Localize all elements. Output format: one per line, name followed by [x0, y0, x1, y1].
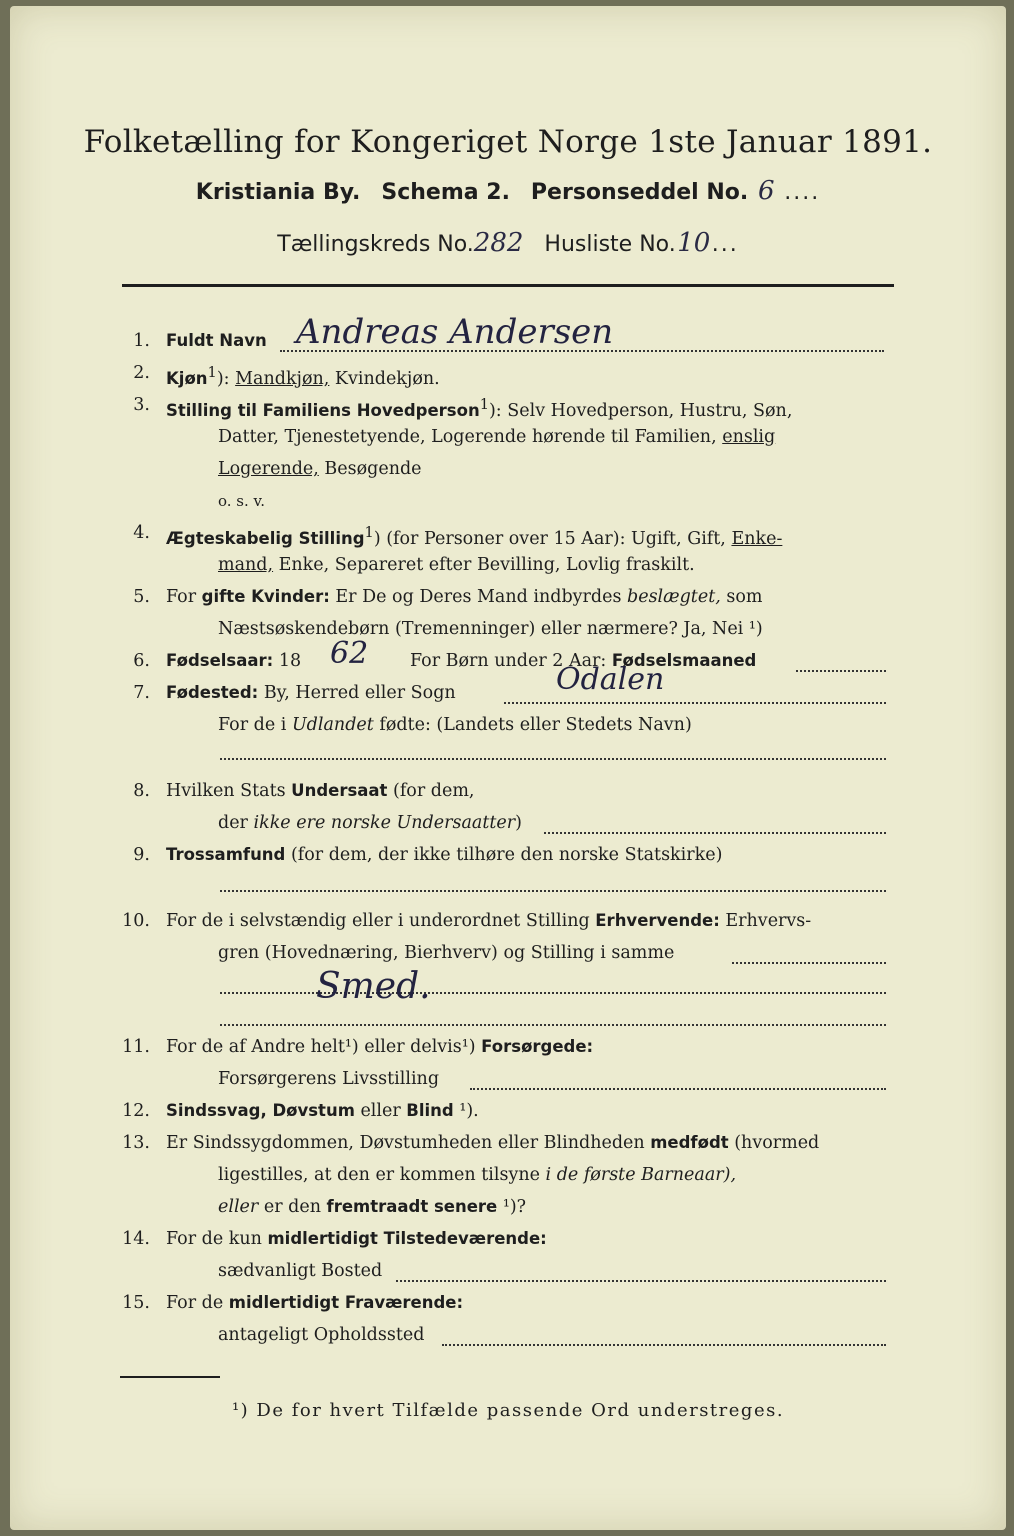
- sex-label: Kjøn: [166, 368, 208, 388]
- census-form: Folketælling for Kongeriget Norge 1ste Januar 1891. Kristiania By. Schema 2. Personseddel No. 6 .... Tællingskreds No.282 Husliste No.10... 1. Fuldt Navn Andreas Andersen 2. Kjøn$^1$): Mandkjøn, Kvindekjøn. 3. Stilling til Familiens Hovedperson$^1$): Selv Hovedperson, Hustru, Søn, Datter, Tjenestetyende, Logerende hørende til Familien, enslig Logerende, Besøgende o. s. v. 4. Ægteskabelig Stilling$^1$) (for Personer over 15 Aar): Ugift, Gift, Enke- mand, Enke, Separeret efter Bevilling, Lovlig fraskilt. 5. For gifte Kvinder: Er De og Deres Mand indbyrdes beslægtet, som Næstsøskendebørn (Tremenninger) eller nærmere? Ja, Nei ¹) 6. Fødselsaar: 18 For Børn under 2 Aar: Fødselsmaaned 62 7. Fødested: By, Herred eller Sogn Odalen For de i Udlandet fødte: (Landets eller Stedets Navn) 8. Hvilken Stats Undersaat (for dem, der ikke ere norske Undersaatter) 9. Trossamfund (for dem, der ikke tilhøre den norske Statskirke) 10. For de i selvstændig eller i underordnet Stilling Erhvervende: Erhvervs- gren (Hovednæring, Bierhverv) og Stilling i samme Smed. 11. For de af Andre helt¹) eller delvis¹) Forsørgede: Forsørgerens Livsstilling 12. Sindssvag, Døvstum eller Blind ¹). 13. Er Sindssygdommen, Døvstumheden eller Blindheden medfødt (hvormed ligestilles, at den er kommen tilsyne i de første Barneaar), eller er den fremtraadt senere ¹)? 14. For de kun midlertidigt Tilstedeværende: sædvanligt Bosted 15. For de midlertidigt Fraværende: antageligt Opholdssted ¹) De for hvert Tilfælde passende Ord understreges.: [10, 6, 1006, 1530]
- item-4-line-2: mand, Enke, Separeret efter Bevilling, Lovlig fraskilt.: [218, 555, 695, 575]
- temporary-absent-label: midlertidigt Fraværende:: [228, 1293, 464, 1312]
- form-title: Folketælling for Kongeriget Norge 1ste Januar 1891.: [83, 124, 933, 160]
- husliste-number: 10: [677, 228, 711, 258]
- probable-residence-dotted-line: [442, 1344, 886, 1346]
- item-13-line-2: ligestilles, at den er kommen tilsyne i de første Barneaar),: [218, 1165, 737, 1185]
- religion-dotted-line: [220, 890, 886, 892]
- husliste-label: Husliste No.: [544, 232, 676, 257]
- item-14-line-2: sædvanligt Bosted: [218, 1261, 383, 1281]
- disability-label: Sindssvag, Døvstum: [166, 1101, 355, 1120]
- item-3-line-3: Logerende, Besøgende: [218, 459, 422, 479]
- item-5-line-2: Næstsøskendebørn (Tremenninger) eller nærmere? Ja, Nei ¹): [218, 619, 763, 639]
- occupation-dotted-line-1: [732, 962, 886, 964]
- citizenship-dotted-line: [544, 832, 886, 834]
- item-13-line-3: eller er den fremtraadt senere ¹)?: [218, 1197, 527, 1217]
- item-8-line-2: der ikke ere norske Undersaatter): [218, 813, 522, 833]
- header-rule: [122, 284, 894, 287]
- schema-line: Kristiania By. Schema 2. Personseddel No. 6 ....: [195, 176, 821, 206]
- usual-residence-dotted-line: [396, 1280, 886, 1282]
- occupation-label: Erhvervende:: [595, 911, 720, 930]
- abroad-birthplace-dotted-line: [220, 758, 886, 760]
- item-10-line-2: gren (Hovednæring, Bierhverv) og Stilling i samme: [218, 943, 675, 963]
- kreds-line: Tællingskreds No.282 Husliste No.10...: [277, 228, 739, 258]
- kreds-label: Tællingskreds No.: [277, 232, 474, 257]
- footnote: ¹) De for hvert Tilfælde passende Ord understreges.: [231, 1400, 785, 1421]
- item-3-line-2: Datter, Tjenestetyende, Logerende hørende til Familien, enslig: [218, 427, 776, 447]
- item-7-line-2: For de i Udlandet fødte: (Landets eller Stedets Navn): [218, 715, 692, 735]
- birth-month-label: Fødselsmaaned: [611, 651, 757, 670]
- item-11-line-2: Forsørgerens Livsstilling: [218, 1069, 440, 1089]
- congenital-label: medfødt: [650, 1133, 729, 1152]
- full-name-label: Fuldt Navn: [166, 331, 267, 350]
- position-selected-enslig: enslig: [722, 427, 776, 447]
- city-label: Kristiania By.: [195, 180, 361, 205]
- birthplace-dotted-line: [504, 702, 886, 704]
- occupation-dotted-line-3: [220, 1024, 886, 1026]
- schema-label: Schema 2.: [381, 180, 510, 205]
- personseddel-number: 6: [757, 176, 775, 206]
- full-name-value: Andreas Andersen: [296, 312, 614, 352]
- position-selected-logerende: Logerende,: [218, 459, 319, 479]
- birth-year-label: Fødselsaar:: [166, 651, 274, 670]
- citizenship-label: Undersaat: [291, 781, 388, 800]
- item-15-line-2: antageligt Opholdssted: [218, 1325, 425, 1345]
- married-women-label: gifte Kvinder:: [201, 587, 330, 606]
- birth-month-dotted-line: [796, 670, 886, 672]
- sex-option-male: Mandkjøn,: [235, 368, 330, 389]
- temporary-present-label: midlertidigt Tilstedeværende:: [267, 1229, 547, 1248]
- sex-option-female: Kvindekjøn.: [329, 368, 440, 389]
- marital-selected: Enke-: [731, 528, 783, 549]
- occupation-value: Smed.: [316, 966, 431, 1007]
- birth-year-value: 62: [330, 636, 369, 671]
- birthplace-label: Fødested:: [166, 683, 259, 702]
- supporter-dotted-line: [470, 1088, 886, 1090]
- supported-label: Forsørgede:: [481, 1037, 594, 1056]
- birthplace-value: Odalen: [556, 662, 665, 697]
- marital-label: Ægteskabelig Stilling: [166, 528, 365, 548]
- footnote-rule: [120, 1376, 220, 1378]
- religion-label: Trossamfund: [166, 845, 286, 864]
- position-label: Stilling til Familiens Hovedperson: [166, 400, 480, 420]
- kreds-number: 282: [473, 228, 524, 258]
- personseddel-label: Personseddel No.: [530, 180, 749, 205]
- item-3-line-4: o. s. v.: [218, 492, 265, 510]
